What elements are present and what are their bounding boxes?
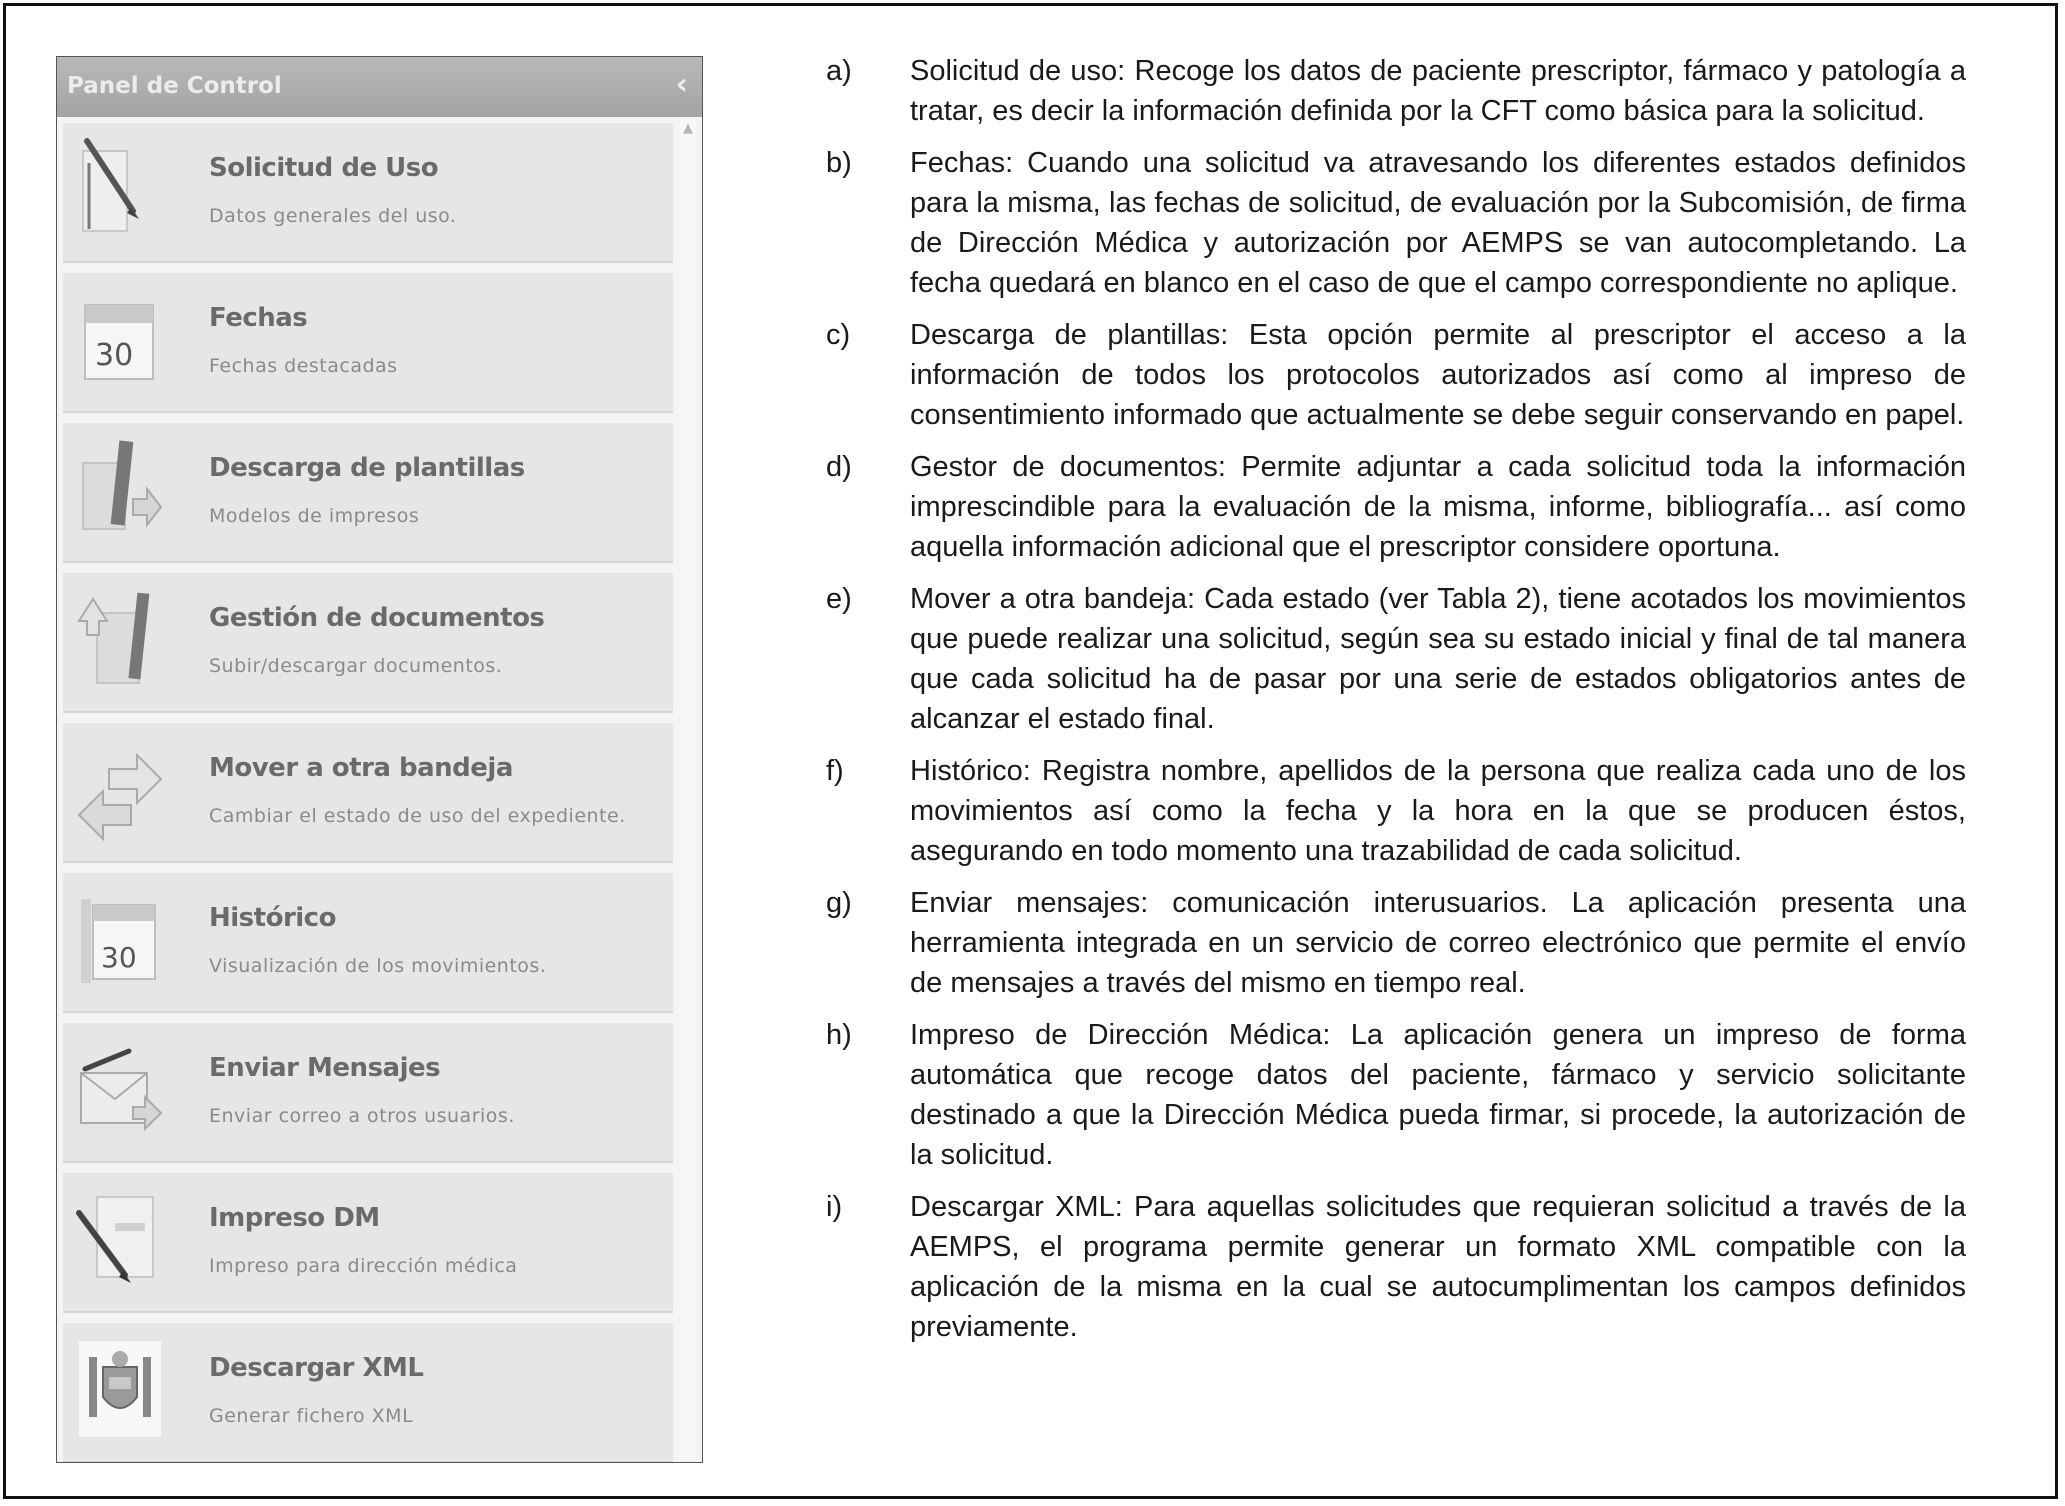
entry-text: Descarga de plantillas: Esta opción permite al prescriptor el acceso a la información de todos los protocolos autorizados así como al impreso de consentimiento informado que actualmente se debe seguir conservando en papel. [910,319,1966,431]
pen-icon [75,133,167,243]
coat-of-arms-icon [75,1333,167,1443]
menu-item-desc: Visualización de los movimientos. [209,955,547,977]
calendar-day: 30 [95,338,134,373]
envelope-icon [75,1033,167,1143]
entry-text: Solicitud de uso: Recoge los datos de paciente prescriptor, fármaco y patología a tratar, es decir la información definida por la CFT como básica para la solicitud. [910,55,1966,127]
menu-item-solicitud-uso[interactable] [63,123,673,263]
panel-scrollbar[interactable] [680,119,696,1459]
menu-item-desc: Generar fichero XML [209,1405,414,1427]
entry-text: Enviar mensajes: comunicación interusuarios. La aplicación presenta una herramienta integrada en un servicio de correo electrónico que permite el envío de mensajes a través del mismo en tiempo real. [910,887,1966,999]
figure-frame [3,3,2058,1499]
menu-item-desc: Modelos de impresos [209,505,420,527]
entry-letter: e) [826,583,852,615]
calendar-icon [75,283,167,393]
document-download-icon [75,433,167,543]
menu-item-fechas[interactable] [63,273,673,413]
signature-pen-icon [75,1183,167,1293]
menu-item-desc: Enviar correo a otros usuarios. [209,1105,515,1127]
swap-arrows-icon [75,733,167,843]
menu-item-desc: Impreso para dirección médica [209,1255,518,1277]
menu-item-descargar-xml[interactable] [63,1323,673,1463]
entry-g [826,883,1966,1003]
menu-item-historico[interactable] [63,873,673,1013]
menu-item-enviar-mensajes[interactable] [63,1023,673,1163]
menu-item-gestion-documentos[interactable] [63,573,673,713]
menu-item-title: Descargar XML [209,1353,424,1383]
entry-letter: c) [826,319,851,351]
entry-text: Impreso de Dirección Médica: La aplicación genera un impreso de forma automática que recoge datos del paciente, fármaco y servicio solicitante destinado a que la Dirección Médica pueda firmar, si procede, la autorización de la solicitud. [910,1019,1966,1171]
entry-letter: f) [826,755,844,787]
entry-d [826,447,1966,567]
entry-text: Gestor de documentos: Permite adjuntar a cada solicitud toda la información imprescindible para la evaluación de la misma, informe, bibliografía... así como aquella información adicional que el prescriptor considere oportuna. [910,451,1966,563]
entry-i [826,1187,1966,1347]
calendar-history-icon [75,883,167,993]
menu-item-desc: Datos generales del uso. [209,205,457,227]
menu-item-title: Impreso DM [209,1203,380,1233]
scroll-up-icon[interactable]: ▲ [683,121,693,136]
entry-letter: d) [826,451,852,483]
entry-letter: a) [826,55,852,87]
entry-letter: i) [826,1191,843,1223]
entry-letter: g) [826,887,852,919]
menu-item-desc: Cambiar el estado de uso del expediente. [209,805,626,827]
entry-h [826,1015,1966,1175]
menu-item-title: Histórico [209,903,336,933]
menu-item-descarga-plantillas[interactable] [63,423,673,563]
entry-f [826,751,1966,871]
entry-e [826,579,1966,739]
entry-text: Descargar XML: Para aquellas solicitudes que requieran solicitud a través de la AEMPS, el programa permite generar un formato XML compatible con la aplicación de la misma en la cual se autocumplimentan los campos definidos previamente. [910,1191,1966,1343]
description-list [826,51,1966,1359]
menu-item-title: Enviar Mensajes [209,1053,441,1083]
entry-text: Fechas: Cuando una solicitud va atravesando los diferentes estados definidos para la misma, las fechas de solicitud, de evaluación por la Subcomisión, de firma de Dirección Médica y autorización por AEMPS se van autocompletando. La fecha quedará en blanco en el caso de que el campo correspondiente no aplique. [910,147,1966,299]
entry-b [826,143,1966,303]
menu-item-mover-bandeja[interactable] [63,723,673,863]
entry-c [826,315,1966,435]
menu-item-desc: Subir/descargar documentos. [209,655,503,677]
panel-menu-list [63,123,673,1463]
menu-item-title: Descarga de plantillas [209,453,525,483]
entry-letter: b) [826,147,852,179]
menu-item-desc: Fechas destacadas [209,355,398,377]
panel-header [57,57,702,117]
menu-item-title: Fechas [209,303,308,333]
control-panel [56,56,703,1463]
menu-item-impreso-dm[interactable] [63,1173,673,1313]
menu-item-title: Gestión de documentos [209,603,545,633]
panel-title: Panel de Control [67,73,282,99]
menu-item-title: Mover a otra bandeja [209,753,513,783]
entry-letter: h) [826,1019,852,1051]
entry-text: Histórico: Registra nombre, apellidos de la persona que realiza cada uno de los movimientos así como la fecha y la hora en la que se producen éstos, asegurando en todo momento una trazabilidad de cada solicitud. [910,755,1966,867]
entry-a [826,51,1966,131]
document-upload-icon [75,583,167,693]
menu-item-title: Solicitud de Uso [209,153,439,183]
calendar-day: 30 [101,941,137,974]
entry-text: Mover a otra bandeja: Cada estado (ver Tabla 2), tiene acotados los movimientos que puede realizar una solicitud, según sea su estado inicial y final de tal manera que cada solicitud ha de pasar por una serie de estados obligatorios antes de alcanzar el estado final. [910,583,1966,735]
chevron-left-icon[interactable]: ‹ [675,67,688,102]
